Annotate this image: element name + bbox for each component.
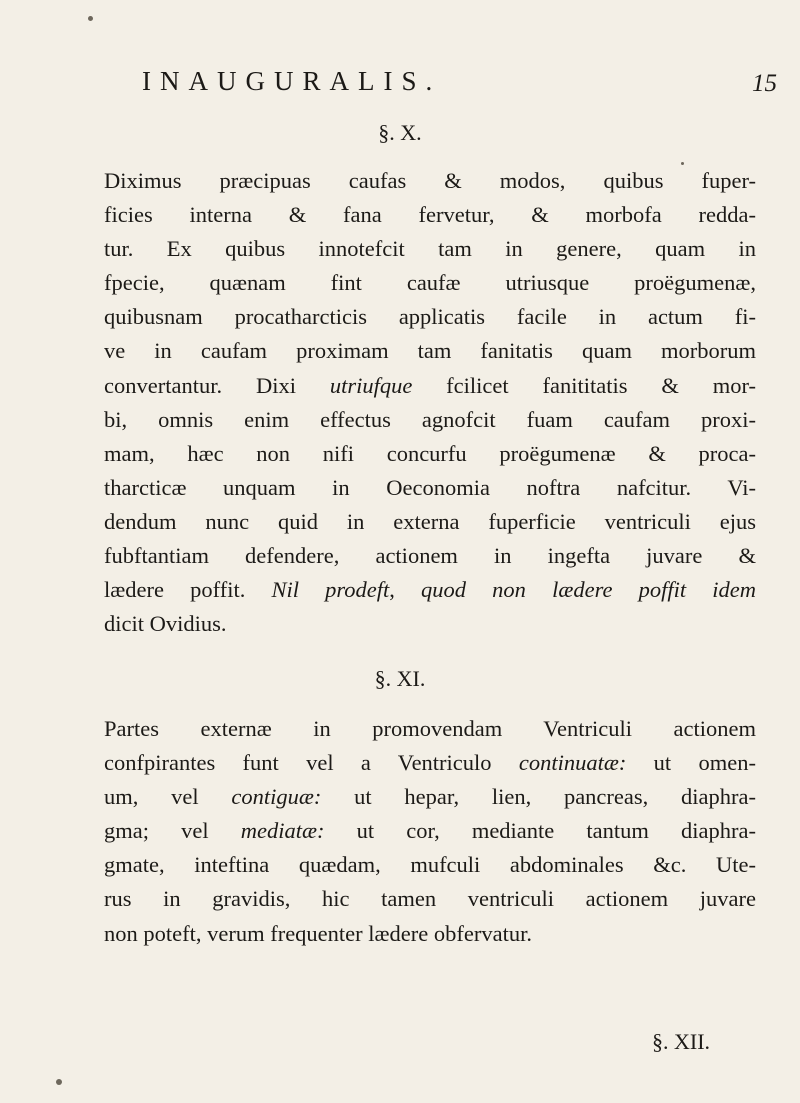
text-line: dendum nunc quid in externa fuperficie ventriculi ejus: [104, 508, 756, 534]
emphasis: continuatæ:: [518, 750, 627, 776]
text-line: ve in caufam proximam tam fanitatis quam morborum: [104, 338, 756, 364]
text-line: gma; vel mediatæ: ut cor, mediante tantum diaphra-: [104, 818, 756, 844]
emphasis: quod non lædere poffit idem: [421, 577, 756, 603]
text-line: um, vel contiguæ: ut hepar, lien, pancreas, diaphra-: [104, 784, 756, 810]
text-line: convertantur. Dixi utriufque fcilicet fanititatis & mor-: [104, 372, 756, 398]
text-line: non poteft, verum frequenter lædere obfervatur.: [104, 920, 532, 946]
text-line: rus in gravidis, hic tamen ventriculi actionem juvare: [104, 886, 756, 912]
section-heading-x: §. X.: [378, 120, 422, 145]
text-line: confpirantes funt vel a Ventriculo continuatæ: ut omen-: [104, 750, 756, 776]
emphasis: contiguæ:: [231, 784, 322, 810]
text-line: quibusnam procatharcticis applicatis facile in actum fi-: [104, 304, 756, 330]
section-heading-xi: §. XI.: [374, 666, 426, 691]
paper-speck: [88, 16, 93, 21]
text-line: mam, hæc non nifi concurfu proëgumenæ & proca-: [104, 440, 756, 466]
running-header: INAUGURALIS.: [142, 66, 442, 96]
text-line: fpecie, quænam fint caufæ utriusque proëgumenæ,: [104, 270, 756, 296]
text-line: gmate, inteftina quædam, mufculi abdominales &c. Ute-: [104, 852, 756, 878]
paper-speck: [56, 1079, 62, 1085]
text-line: ficies interna & fana fervetur, & morbofa redda-: [104, 202, 756, 228]
paragraph-section-xi: [104, 712, 756, 951]
paragraph-section-x: [104, 164, 756, 641]
text-line: tharcticæ unquam in Oeconomia noftra nafcitur. Vi-: [104, 474, 756, 500]
text-line: fubftantiam defendere, actionem in ingefta juvare &: [104, 543, 756, 569]
text-line: dicit Ovidius.: [104, 611, 227, 637]
text-line: bi, omnis enim effectus agnofcit fuam caufam proxi-: [104, 406, 756, 432]
text-line: Diximus præcipuas caufas & modos, quibus fuper-: [104, 168, 756, 193]
emphasis: utriufque: [329, 372, 413, 398]
paper-speck: [681, 162, 684, 165]
text-line: Partes externæ in promovendam Ventriculi actionem: [104, 716, 756, 741]
text-line: lædere poffit. Nil prodeft, quod non lædere poffit idem: [104, 577, 756, 603]
catchword: §. XII.: [652, 1029, 711, 1054]
page-number: 15: [752, 70, 777, 97]
emphasis: Nil prodeft: [271, 577, 390, 603]
emphasis: mediatæ:: [240, 818, 325, 844]
text-line: tur. Ex quibus innotefcit tam in genere, quam in: [104, 236, 756, 262]
